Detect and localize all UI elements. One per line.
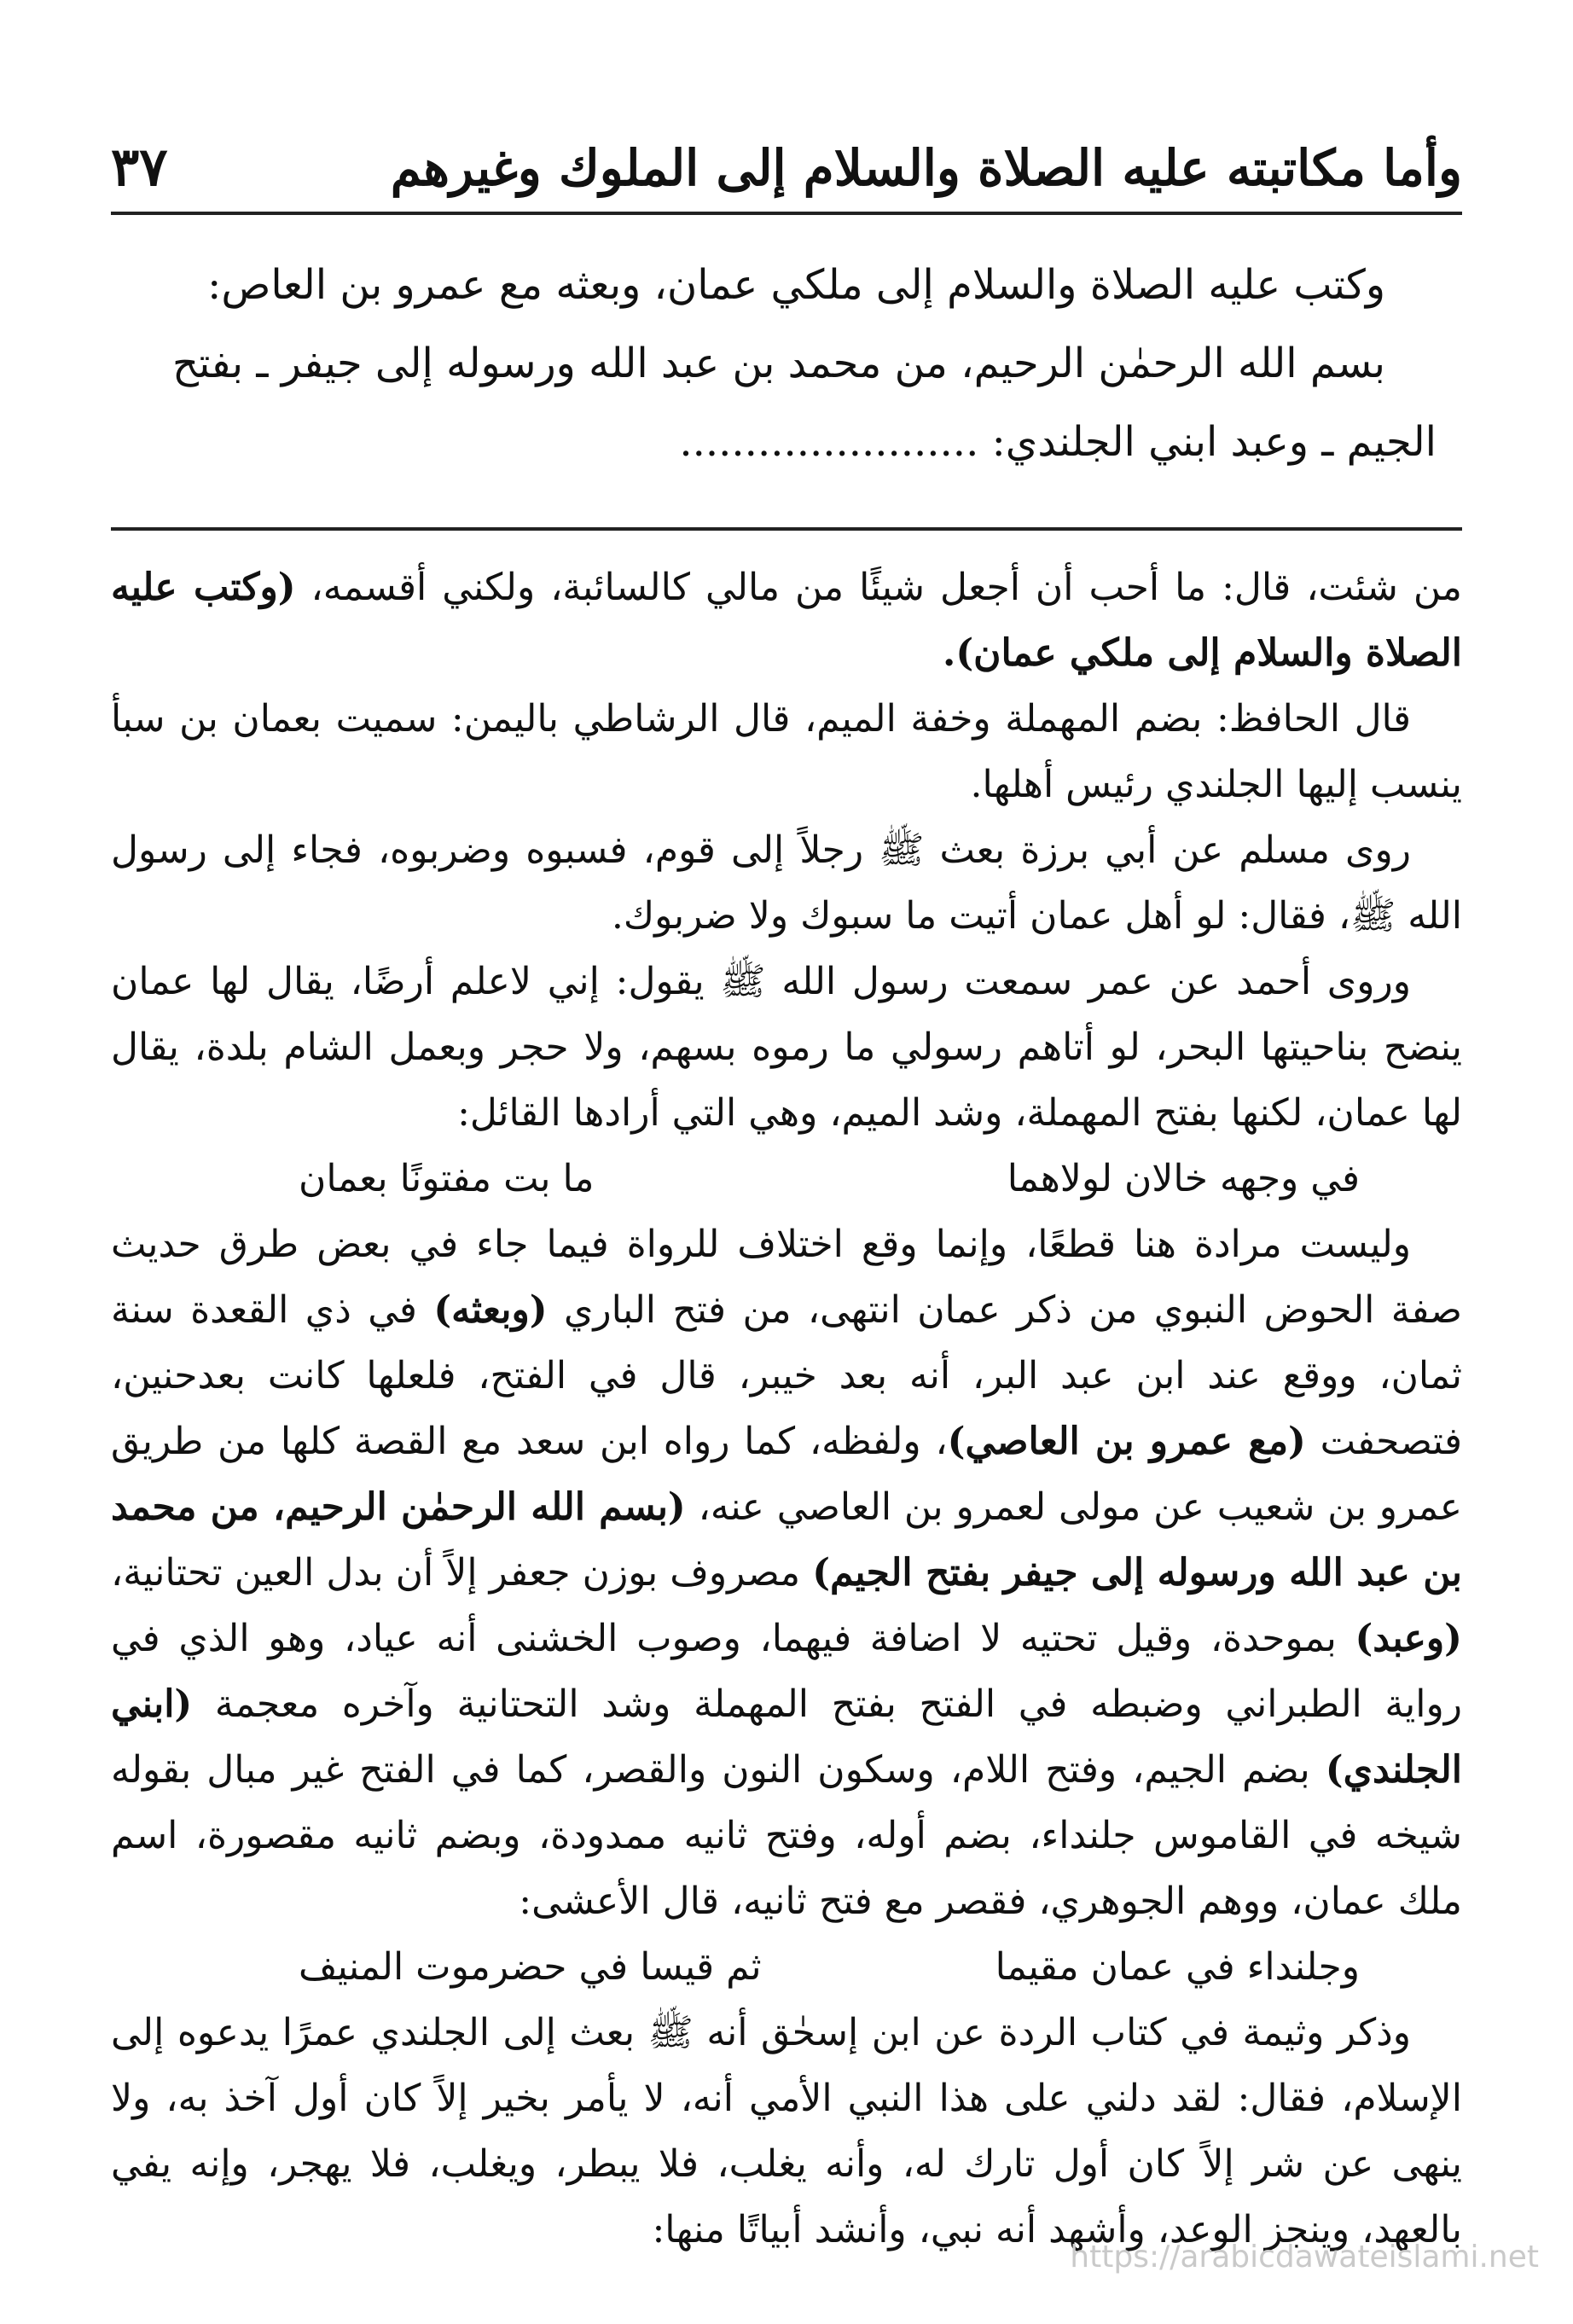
- commentary-text: بموحدة، وقيل تحتيه لا اضافة فيهما، وصوب الخشنى أنه عياد، وهو الذي في رواية الطبراني وضبطه في الفتح بفتح المهملة وشد التحتانية وآخره معجمة: [111, 1617, 1462, 1726]
- main-text-line: الجيم ـ وعبد ابني الجلندي: .......................: [679, 418, 1437, 466]
- main-text-line: وكتب عليه الصلاة والسلام إلى ملكي عمان، وبعثه مع عمرو بن العاص:: [207, 261, 1385, 309]
- verse-hemistich: ما بت مفتونًا بعمان: [299, 1157, 595, 1200]
- commentary: [111, 531, 1462, 2263]
- quoted-text: (وعبد): [1355, 1617, 1462, 1660]
- quoted-text: (ابني الجلندي): [111, 1682, 1462, 1792]
- verse-hemistich: ثم قيسا في حضرموت المنيف: [299, 1945, 762, 1989]
- running-title: وأما مكاتبته عليه الصلاة والسلام إلى الملوك وغيرهم: [390, 139, 1462, 198]
- commentary-paragraph: [111, 1211, 1462, 1934]
- commentary-paragraph: [111, 555, 1462, 686]
- page-header: [111, 102, 1462, 196]
- verse-hemistich: وجلنداء في عمان مقيما: [995, 1945, 1360, 1989]
- quoted-text: (مع عمرو بن العاصي): [947, 1420, 1306, 1463]
- verse-hemistich: في وجهه خالان لولاهما: [1007, 1157, 1360, 1200]
- poetry-verse: [111, 1146, 1462, 1211]
- commentary-text: من شئت، قال: ما أحب أن أجعل شيئًا من مالي كالسائبة، ولكني أقسمه،: [295, 566, 1462, 609]
- commentary-paragraph: روى مسلم عن أبي برزة بعث ﷺ رجلاً إلى قوم، فسبوه وضربوه، فجاء إلى رسول الله ﷺ، فقال: لو أهل عمان أتيت ما سبوك ولا ضربوك.: [111, 828, 1462, 938]
- commentary-text: وليست مرادة هنا قطعًا، وإنما وقع اختلاف للرواة فيما جاء في بعض طرق حديث صفة الحوض النبوي من ذكر عمان انتهى، من فتح الباري: [111, 1223, 1463, 1332]
- commentary-text: ، ولفظه، كما رواه ابن سعد مع القصة كلها من طريق عمرو بن شعيب عن مولى لعمرو بن العاصي عنه،: [111, 1420, 1463, 1529]
- watermark-url: https://arabicdawateislami.net: [1070, 2240, 1539, 2275]
- quoted-text: (وكتب عليه الصلاة والسلام إلى ملكي عمان).: [111, 566, 1462, 675]
- commentary-text: مصروف بوزن جعفر إلاً أن بدل العين تحتانية،: [111, 1551, 813, 1595]
- commentary-paragraph: وذكر وثيمة في كتاب الردة عن ابن إسحٰق أنه ﷺ بعث إلى الجلندي عمرًا يدعوه إلى الإسلام، فقال: لقد دلني على هذا النبي الأمي أنه، لا يأمر بخير إلاً كان أول آخذ به، ولا ينهى عن شر إلاً كان أول تارك له، وأنه يغلب، فلا يبطر، ويغلب، فلا يهجر، وإنه يفي بالعهد، وينجز الوعد، وأشهد أنه نبي، وأنشد أبياتًا منها:: [111, 2011, 1462, 2251]
- main-text-excerpt: [111, 215, 1462, 512]
- quoted-text: (وبعثه): [433, 1288, 548, 1332]
- commentary-paragraph: وروى أحمد عن عمر سمعت رسول الله ﷺ يقول: إني لاعلم أرضًا، يقال لها عمان ينضح بناحيتها البحر، لو أتاهم رسولي ما رموه بسهم، ولا حجر وبعمل الشام بلدة، يقال لها عمان، لكنها بفتح المهملة، وشد الميم، وهي التي أرادها القائل:: [111, 960, 1462, 1135]
- commentary-text: في ذي القعدة سنة ثمان، ووقع عند ابن عبد البر، أنه بعد خيبر، قال في الفتح، فلعلها كانت بعدحنين، فتصحفت: [111, 1288, 1462, 1463]
- poetry-verse: [111, 1934, 1462, 2000]
- commentary-text: بضم الجيم، وفتح اللام، وسكون النون والقصر، كما في الفتح غير مبال بقوله شيخه في القاموس جلنداء، بضم أوله، وفتح ثانيه ممدودة، وبضم ثانيه مقصورة، اسم ملك عمان، ووهم الجوهري، فقصر مع فتح ثانيه، قال الأعشى:: [111, 1748, 1462, 1923]
- page-number: ٣٧: [111, 135, 168, 198]
- commentary-paragraph: قال الحافظ: بضم المهملة وخفة الميم، قال الرشاطي باليمن: سميت بعمان بن سبأ ينسب إليها الجلندي رئيس أهلها.: [111, 697, 1462, 806]
- main-text-line: بسم الله الرحمٰن الرحيم، من محمد بن عبد الله ورسوله إلى جيفر ـ بفتح: [172, 340, 1385, 387]
- quoted-text: (بسم الله الرحمٰن الرحيم، من محمد بن عبد الله ورسوله إلى جيفر بفتح الجيم): [111, 1485, 1462, 1595]
